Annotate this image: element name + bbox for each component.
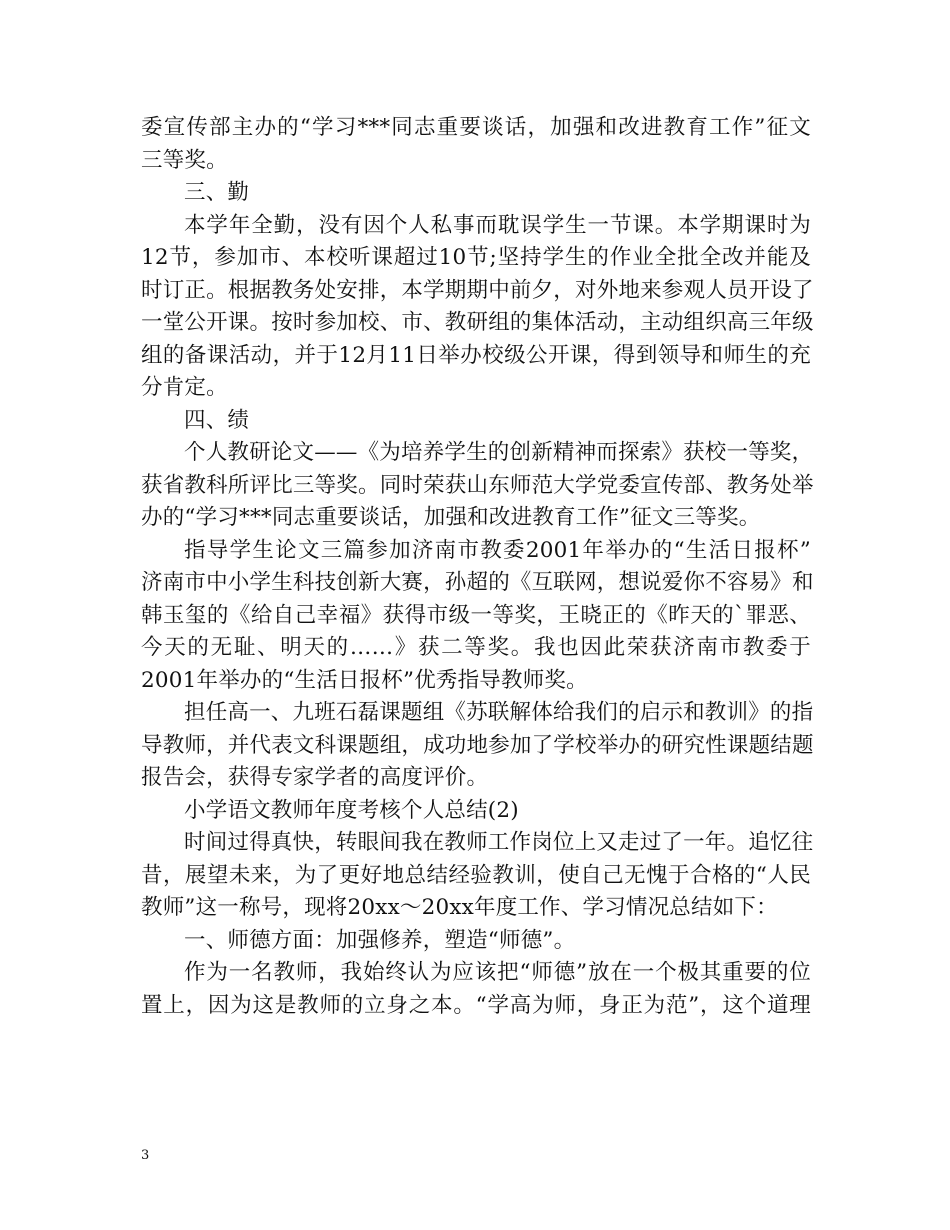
text-line: 作为一名教师，我始终认为应该把“师德”放在一个极其重要的位 [184, 960, 811, 985]
text-line: 时间过得真快，转眼间我在教师工作岗位上又走过了一年。追忆往 [184, 830, 814, 855]
text-line: 2001年举办的“生活日报杯”优秀指导教师奖。 [141, 667, 588, 693]
text-line: 个人教研论文——《为培养学生的创新精神而探索》获校一等奖， [184, 440, 814, 465]
text-line: 教师”这一称号，现将20xx～20xx年度工作、学习情况总结如下： [141, 895, 778, 920]
text-line: 获省教科所评比三等奖。同时荣获山东师范大学党委宣传部、教务处举 [141, 472, 814, 498]
text-line: 置上，因为这是教师的立身之本。“学高为师，身正为范”，这个道理 [141, 992, 811, 1018]
text-line: 韩玉玺的《给自己幸福》获得市级一等奖，王晓正的《昨天的`罪恶、 [141, 602, 811, 628]
text-line: 本学年全勤，没有因个人私事而耽误学生一节课。本学期课时为 [184, 212, 811, 238]
text-line: 指导学生论文三篇参加济南市教委2001年举办的“生活日报杯” [184, 537, 811, 563]
text-line: 导教师，并代表文科课题组，成功地参加了学校举办的研究性课题结题 [141, 732, 814, 758]
text-line: 组的备课活动，并于12月11日举办校级公开课，得到领导和师生的充 [141, 342, 811, 368]
text-line: 分肯定。 [141, 375, 228, 400]
text-line: 一、师德方面：加强修养，塑造“师德”。 [184, 927, 576, 953]
text-line: 昔，展望未来，为了更好地总结经验教训，使自己无愧于合格的“人民 [141, 862, 811, 888]
document-body [141, 112, 814, 1022]
text-line: 时订正。根据教务处安排，本学期期中前夕，对外地来参观人员开设了 [141, 277, 814, 303]
text-line: 报告会，获得专家学者的高度评价。 [141, 765, 489, 790]
text-line: 济南市中小学生科技创新大赛，孙超的《互联网，想说爱你不容易》和 [141, 570, 814, 595]
page-number: 3 [141, 1148, 150, 1163]
text-line: 三、勤 [184, 180, 250, 205]
text-line: 今天的无耻、明天的……》获二等奖。我也因此荣获济南市教委于 [141, 635, 811, 660]
text-line: 三等奖。 [141, 147, 228, 173]
text-line: 小学语文教师年度考核个人总结(2) [184, 797, 519, 823]
text-line: 12节，参加市、本校听课超过10节;坚持学生的作业全批全改并能及 [141, 245, 811, 270]
text-line: 担任高一、九班石磊课题组《苏联解体给我们的启示和教训》的指 [184, 700, 814, 725]
text-line: 办的“学习***同志重要谈话，加强和改进教育工作”征文三等奖。 [141, 505, 761, 530]
text-line: 委宣传部主办的“学习***同志重要谈话，加强和改进教育工作”征文 [141, 115, 811, 140]
text-line: 四、绩 [184, 407, 250, 433]
text-line: 一堂公开课。按时参加校、市、教研组的集体活动，主动组织高三年级 [141, 310, 814, 335]
